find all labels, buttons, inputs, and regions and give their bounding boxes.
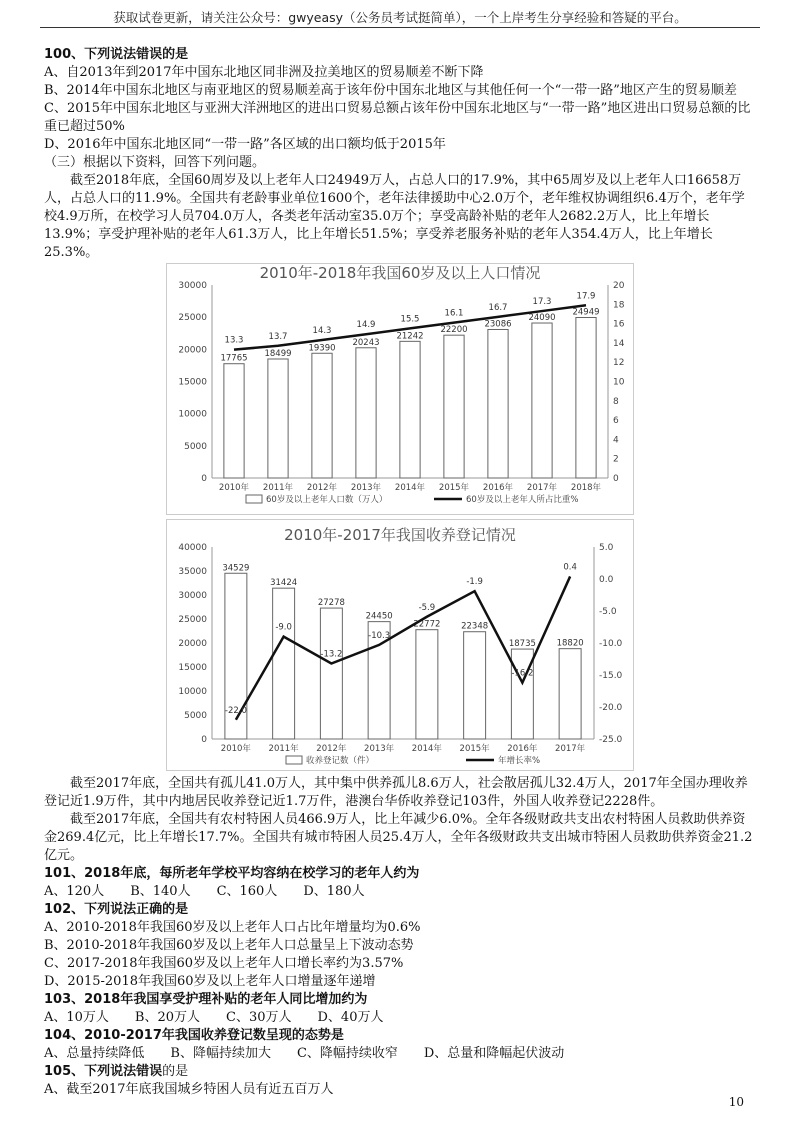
y-tick-right: 8 [613,396,619,407]
q102-option-c: C、2017-2018年我国60岁及以上老年人口增长率约为3.57% [44,956,404,971]
x-tick-label: 2017年 [526,483,558,493]
line-point-label: 15.5 [400,314,420,325]
y-tick-left: 30000 [178,591,207,601]
legend-line-label: 60岁及以上老年人所占比重% [466,495,579,505]
material-paragraph-1: 截至2018年底，全国60周岁及以上老年人口24949万人，占总人口的17.9%，其中65周岁及以上老年人口16658万人，占总人口的11.9%。全国共有老龄事业单位1600个，老年法律援助中心2.0万个，老年维权协调组织6.4万个，老年学校4.9万所，在校学习人员704.0万人，各类老年活动室35.0万个；享受高龄补贴的老年人2682.2万人，比上年增长13.9%；享受护理补贴的老年人61.3万人，比上年增长51.5%；享受养老服务补贴的老年人354.4万人，比上年增长25.3%。 [44,173,745,260]
header-divider [40,27,760,28]
line-point-label: 13.3 [224,335,244,346]
y-tick-left: 10000 [178,409,207,420]
bar-label: 18499 [264,348,292,359]
bar-label: 34529 [222,563,250,574]
page-header: 获取试卷更新，请关注公众号：gwyeasy（公务员考试挺简单），一个上岸考生分享经验和答疑的平台。 [113,10,687,25]
legend-line-label: 年增长率% [498,756,541,766]
q102-option-a: A、2010-2018年我国60岁及以上老年人口占比年增量均为0.6% [44,920,421,935]
bar [444,335,464,478]
bar [532,323,552,478]
y-tick-left: 5000 [184,711,207,721]
material-paragraph-3: 截至2017年底，全国共有农村特困人员466.9万人，比上年减少6.0%。全年各级财政共支出农村特困人员救助供养资金269.4亿元，比上年增长17.7%。全国共有城市特困人员25.4万人，全年各级财政共支出城市特困人员救助供养资金21.2亿元。 [44,812,753,863]
q103-title: 103、2018年我国享受护理补贴的老年人同比增加约为 [44,992,368,1007]
bar-label: 22772 [413,619,441,630]
bar [488,329,508,478]
bar [464,632,486,739]
bar [312,353,332,478]
x-tick-label: 2015年 [438,483,470,493]
q105-title-emphasis: 错误 [136,1064,163,1079]
x-tick-label: 2012年 [306,483,338,493]
bar [273,588,295,739]
x-tick-label: 2013年 [350,483,382,493]
y-tick-right: 5.0 [599,543,614,553]
bar [268,359,288,478]
q101-title: 101、2018年底，每所老年学校平均容纳在校学习的老年人约为 [44,866,420,881]
bar-label: 24450 [365,611,393,622]
line-point-label: 16.7 [488,302,508,313]
bar [559,649,581,739]
q103-options: A、10万人 B、20万人 C、30万人 D、40万人 [44,1010,384,1025]
y-tick-right: 12 [613,358,625,369]
bar-label: 24090 [528,313,556,324]
bar [400,341,420,478]
line-point-label: -16.2 [511,668,534,679]
y-tick-right: 2 [613,454,619,465]
material-paragraph-2: 截至2017年底，全国共有孤儿41.0万人，其中集中供养孤儿8.6万人，社会散居孤儿32.4万人，2017年全国办理收养登记近1.9万件，其中内地居民收养登记近1.7万件，港澳台华侨收养登记103件，外国人收养登记2228件。 [44,776,748,809]
bar [224,364,244,478]
legend-bar-label: 收养登记数（件） [306,756,375,766]
legend-bar-swatch [246,495,262,503]
line-point-label: 17.9 [576,291,596,302]
q100-option-b: B、2014年中国东北地区与南亚地区的贸易顺差高于该年份中国东北地区与其他任何一个“一带一路”地区产生的贸易顺差 [44,83,737,98]
line-point-label: 14.9 [356,320,376,331]
y-tick-left: 40000 [178,543,207,553]
bar-label: 20243 [352,337,380,348]
page-number: 10 [728,1095,744,1109]
y-tick-right: -5.0 [599,607,617,617]
q104-options: A、总量持续降低 B、降幅持续加大 C、降幅持续收窄 D、总量和降幅起伏波动 [44,1046,565,1061]
line-point-label: 14.3 [312,326,332,337]
y-tick-right: 16 [613,319,625,330]
y-tick-left: 10000 [178,687,207,697]
y-tick-left: 20000 [178,345,207,356]
y-tick-right: 10 [613,377,625,388]
q105-title-prefix: 105、下列说法 [44,1064,137,1079]
bar-label: 18735 [508,639,536,650]
bar-label: 19390 [308,343,336,354]
y-tick-right: 4 [613,435,619,446]
bar-label: 18820 [556,638,584,649]
line-point-label: -10.3 [368,630,391,641]
line-point-label: 17.3 [532,297,552,308]
x-tick-label: 2016年 [507,744,538,754]
line-point-label: 13.7 [268,331,288,342]
bar-label: 31424 [270,578,298,589]
y-tick-right: -15.0 [599,671,623,681]
y-tick-right: -20.0 [599,703,623,713]
line-point-label: 16.1 [444,308,464,319]
line-point-label: -13.2 [320,649,343,660]
y-tick-left: 25000 [178,313,207,324]
q102-option-b: B、2010-2018年我国60岁及以上老年人口总量呈上下波动态势 [44,938,414,953]
chart-elderly-population [166,263,634,515]
bar-label: 22348 [461,621,489,632]
chart1-svg [166,263,634,515]
x-tick-label: 2015年 [459,744,490,754]
y-tick-right: 18 [613,300,625,311]
x-tick-label: 2011年 [262,483,294,493]
y-tick-right: -10.0 [599,639,623,649]
line-point-label: -9.0 [275,622,292,633]
x-tick-label: 2010年 [218,483,250,493]
y-tick-right: 0.0 [599,575,614,585]
legend-bar-label: 60岁及以上老年人口数（万人） [266,495,388,505]
y-tick-right: 6 [613,416,619,427]
bar [356,348,376,478]
y-tick-left: 15000 [178,663,207,673]
y-tick-left: 20000 [178,639,207,649]
chart2-svg [166,519,634,771]
q102-title: 102、下列说法正确的是 [44,902,189,917]
q100-title: 100、下列说法错误的是 [44,47,189,62]
line-point-label: -1.9 [466,577,483,588]
legend-bar-swatch [286,756,302,764]
bar [416,630,438,739]
x-tick-label: 2018年 [570,483,602,493]
x-tick-label: 2011年 [268,744,299,754]
y-tick-left: 30000 [178,281,207,291]
materials-and-questions [44,775,756,1099]
x-tick-label: 2016年 [482,483,514,493]
line-point-label: -22.0 [224,705,247,716]
y-tick-left: 15000 [178,377,207,388]
bar-label: 23086 [484,319,512,330]
q104-title: 104、2010-2017年我国收养登记数呈现的态势是 [44,1028,344,1043]
q101-options: A、120人 B、140人 C、160人 D、180人 [44,884,365,899]
line-point-label: -5.9 [418,602,436,613]
x-tick-label: 2013年 [364,744,395,754]
chart-adoption-registration [166,519,634,771]
line-point-label: 0.4 [563,562,577,573]
x-tick-label: 2017年 [555,744,586,754]
y-tick-left: 25000 [178,615,207,625]
y-tick-left: 35000 [178,567,207,577]
bar [320,608,342,739]
q100-option-c: C、2015年中国东北地区与亚洲大洋洲地区的进出口贸易总额占该年份中国东北地区与“一带一路”地区进出口贸易总额的比重已超过50% [44,101,751,134]
section-heading: （三）根据以下资料，回答下列问题。 [44,155,266,170]
bar-label: 24949 [572,307,600,318]
bar [576,317,596,478]
y-tick-right: 0 [613,474,619,484]
q102-option-d: D、2015-2018年我国60岁及以上老年人口增量逐年递增 [44,974,376,989]
y-tick-left: 0 [201,735,207,745]
bar-label: 22200 [440,325,468,336]
y-tick-left: 5000 [184,441,207,452]
x-tick-label: 2014年 [411,744,442,754]
bar-label: 27278 [317,598,345,609]
q105-option-a: A、截至2017年底我国城乡特困人员有近五百万人 [44,1082,334,1097]
q105-title-suffix: 的是 [162,1064,189,1079]
x-tick-label: 2012年 [316,744,347,754]
chart-title: 2010年-2018年我国60岁及以上人口情况 [259,264,541,282]
x-tick-label: 2010年 [220,744,251,754]
y-tick-right: 20 [613,281,625,291]
y-tick-right: -25.0 [599,735,623,745]
y-tick-left: 0 [201,474,207,484]
bar-label: 21242 [396,331,424,342]
q100-option-a: A、自2013年到2017年中国东北地区同非洲及拉美地区的贸易顺差不断下降 [44,65,484,80]
q105-title [44,1063,756,1081]
y-tick-right: 14 [613,338,625,349]
question-100 [44,46,756,262]
bar-label: 17765 [220,353,248,364]
x-tick-label: 2014年 [394,483,426,493]
q100-option-d: D、2016年中国东北地区同“一带一路”各区域的出口额均低于2015年 [44,137,446,152]
chart-title: 2010年-2017年我国收养登记情况 [284,526,516,544]
